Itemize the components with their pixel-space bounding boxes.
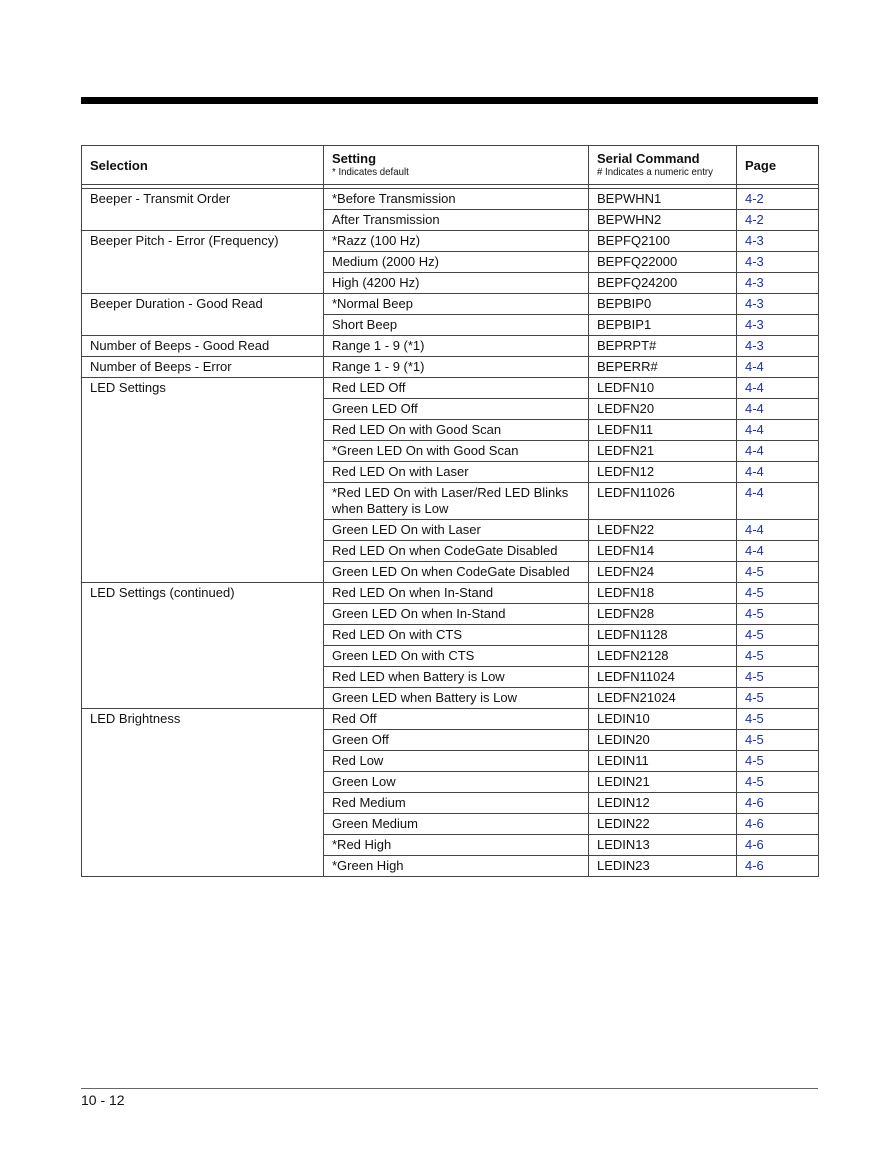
page-link[interactable]: 4-3 [737, 315, 819, 336]
page-link[interactable]: 4-5 [737, 730, 819, 751]
header-selection: Selection [82, 146, 324, 185]
page-link[interactable]: 4-2 [737, 189, 819, 210]
setting-cell: Green LED Off [324, 399, 589, 420]
serial-command-cell: LEDFN11026 [589, 483, 737, 520]
page-link[interactable]: 4-5 [737, 772, 819, 793]
selection-cell: Number of Beeps - Error [82, 357, 324, 378]
page-link[interactable]: 4-5 [737, 604, 819, 625]
serial-command-cell: BEPWHN2 [589, 210, 737, 231]
header-setting: Setting * Indicates default [324, 146, 589, 185]
setting-cell: Short Beep [324, 315, 589, 336]
page-link[interactable]: 4-5 [737, 751, 819, 772]
page-number: 10 - 12 [81, 1092, 125, 1108]
serial-command-cell: LEDFN11 [589, 420, 737, 441]
page-link[interactable]: 4-6 [737, 793, 819, 814]
page-link[interactable]: 4-4 [737, 541, 819, 562]
serial-command-cell: BEPWHN1 [589, 189, 737, 210]
page-link[interactable]: 4-4 [737, 378, 819, 399]
setting-cell: Red LED On with CTS [324, 625, 589, 646]
page-link[interactable]: 4-3 [737, 231, 819, 252]
page-link[interactable]: 4-5 [737, 688, 819, 709]
setting-cell: Green LED On when CodeGate Disabled [324, 562, 589, 583]
serial-command-cell: BEPRPT# [589, 336, 737, 357]
serial-command-cell: LEDFN1128 [589, 625, 737, 646]
page-link[interactable]: 4-5 [737, 646, 819, 667]
serial-command-cell: LEDIN21 [589, 772, 737, 793]
setting-cell: *Razz (100 Hz) [324, 231, 589, 252]
page-link[interactable]: 4-5 [737, 625, 819, 646]
serial-command-cell: LEDFN2128 [589, 646, 737, 667]
header-rule [81, 97, 818, 104]
page-link[interactable]: 4-4 [737, 462, 819, 483]
header-serial-note: # Indicates a numeric entry [597, 166, 713, 178]
selection-cell: Number of Beeps - Good Read [82, 336, 324, 357]
table-body [82, 185, 819, 877]
serial-command-cell: LEDFN14 [589, 541, 737, 562]
table-row [82, 189, 819, 210]
table-row [82, 378, 819, 399]
serial-command-cell: LEDIN13 [589, 835, 737, 856]
serial-command-cell: LEDFN18 [589, 583, 737, 604]
serial-command-cell: BEPFQ22000 [589, 252, 737, 273]
serial-command-cell: BEPERR# [589, 357, 737, 378]
setting-cell: Red Off [324, 709, 589, 730]
setting-cell: *Normal Beep [324, 294, 589, 315]
setting-cell: Green LED On when In-Stand [324, 604, 589, 625]
selection-cell: Beeper Duration - Good Read [82, 294, 324, 336]
page-link[interactable]: 4-5 [737, 583, 819, 604]
table-row [82, 583, 819, 604]
selection-cell: Beeper - Transmit Order [82, 189, 324, 231]
setting-cell: Red LED On when In-Stand [324, 583, 589, 604]
serial-command-cell: BEPFQ2100 [589, 231, 737, 252]
setting-cell: After Transmission [324, 210, 589, 231]
table-row [82, 294, 819, 315]
page-link[interactable]: 4-6 [737, 856, 819, 877]
serial-command-table [81, 145, 819, 877]
serial-command-cell: LEDFN20 [589, 399, 737, 420]
header-serial-command: Serial Command # Indicates a numeric entry [589, 146, 737, 185]
page-link[interactable]: 4-2 [737, 210, 819, 231]
serial-command-cell: LEDIN23 [589, 856, 737, 877]
serial-command-cell: LEDIN10 [589, 709, 737, 730]
table-row [82, 231, 819, 252]
serial-command-cell: LEDFN21024 [589, 688, 737, 709]
setting-cell: *Green LED On with Good Scan [324, 441, 589, 462]
page-link[interactable]: 4-4 [737, 520, 819, 541]
setting-cell: *Red High [324, 835, 589, 856]
setting-cell: Green Low [324, 772, 589, 793]
page-link[interactable]: 4-6 [737, 814, 819, 835]
setting-cell: Medium (2000 Hz) [324, 252, 589, 273]
page-link[interactable]: 4-5 [737, 667, 819, 688]
setting-cell: Red LED On when CodeGate Disabled [324, 541, 589, 562]
setting-cell: Green LED when Battery is Low [324, 688, 589, 709]
setting-cell: *Red LED On with Laser/Red LED Blinks when Battery is Low [324, 483, 589, 520]
table-header-row [82, 146, 819, 185]
serial-command-cell: LEDFN11024 [589, 667, 737, 688]
serial-command-table-wrapper [81, 145, 818, 877]
serial-command-cell: BEPBIP0 [589, 294, 737, 315]
setting-cell: Red Low [324, 751, 589, 772]
serial-command-cell: LEDFN22 [589, 520, 737, 541]
serial-command-cell: LEDIN12 [589, 793, 737, 814]
setting-cell: Range 1 - 9 (*1) [324, 357, 589, 378]
setting-cell: Red LED On with Laser [324, 462, 589, 483]
page-link[interactable]: 4-3 [737, 252, 819, 273]
serial-command-cell: LEDIN22 [589, 814, 737, 835]
setting-cell: Green LED On with CTS [324, 646, 589, 667]
page-link[interactable]: 4-4 [737, 441, 819, 462]
table-row [82, 336, 819, 357]
setting-cell: Green LED On with Laser [324, 520, 589, 541]
page-link[interactable]: 4-4 [737, 483, 819, 520]
serial-command-cell: LEDFN10 [589, 378, 737, 399]
setting-cell: Red LED Off [324, 378, 589, 399]
table-row [82, 357, 819, 378]
setting-cell: *Green High [324, 856, 589, 877]
serial-command-cell: LEDFN12 [589, 462, 737, 483]
serial-command-cell: LEDFN28 [589, 604, 737, 625]
selection-cell: Beeper Pitch - Error (Frequency) [82, 231, 324, 294]
page-link[interactable]: 4-5 [737, 562, 819, 583]
header-page: Page [737, 146, 819, 185]
setting-cell: *Before Transmission [324, 189, 589, 210]
setting-cell: Red Medium [324, 793, 589, 814]
serial-command-cell: BEPBIP1 [589, 315, 737, 336]
page-link[interactable]: 4-4 [737, 399, 819, 420]
selection-cell: LED Settings [82, 378, 324, 583]
selection-cell: LED Brightness [82, 709, 324, 877]
footer-rule [81, 1088, 818, 1089]
header-setting-note: * Indicates default [332, 166, 409, 178]
serial-command-cell: LEDIN20 [589, 730, 737, 751]
page-link[interactable]: 4-3 [737, 336, 819, 357]
selection-cell: LED Settings (continued) [82, 583, 324, 709]
page-link[interactable]: 4-3 [737, 294, 819, 315]
serial-command-cell: LEDIN11 [589, 751, 737, 772]
setting-cell: Red LED when Battery is Low [324, 667, 589, 688]
page-link[interactable]: 4-4 [737, 357, 819, 378]
page-link[interactable]: 4-5 [737, 709, 819, 730]
page-link[interactable]: 4-3 [737, 273, 819, 294]
setting-cell: Green Medium [324, 814, 589, 835]
serial-command-cell: BEPFQ24200 [589, 273, 737, 294]
table-row [82, 709, 819, 730]
serial-command-cell: LEDFN21 [589, 441, 737, 462]
setting-cell: High (4200 Hz) [324, 273, 589, 294]
page-link[interactable]: 4-4 [737, 420, 819, 441]
serial-command-cell: LEDFN24 [589, 562, 737, 583]
setting-cell: Green Off [324, 730, 589, 751]
page-link[interactable]: 4-6 [737, 835, 819, 856]
setting-cell: Range 1 - 9 (*1) [324, 336, 589, 357]
setting-cell: Red LED On with Good Scan [324, 420, 589, 441]
